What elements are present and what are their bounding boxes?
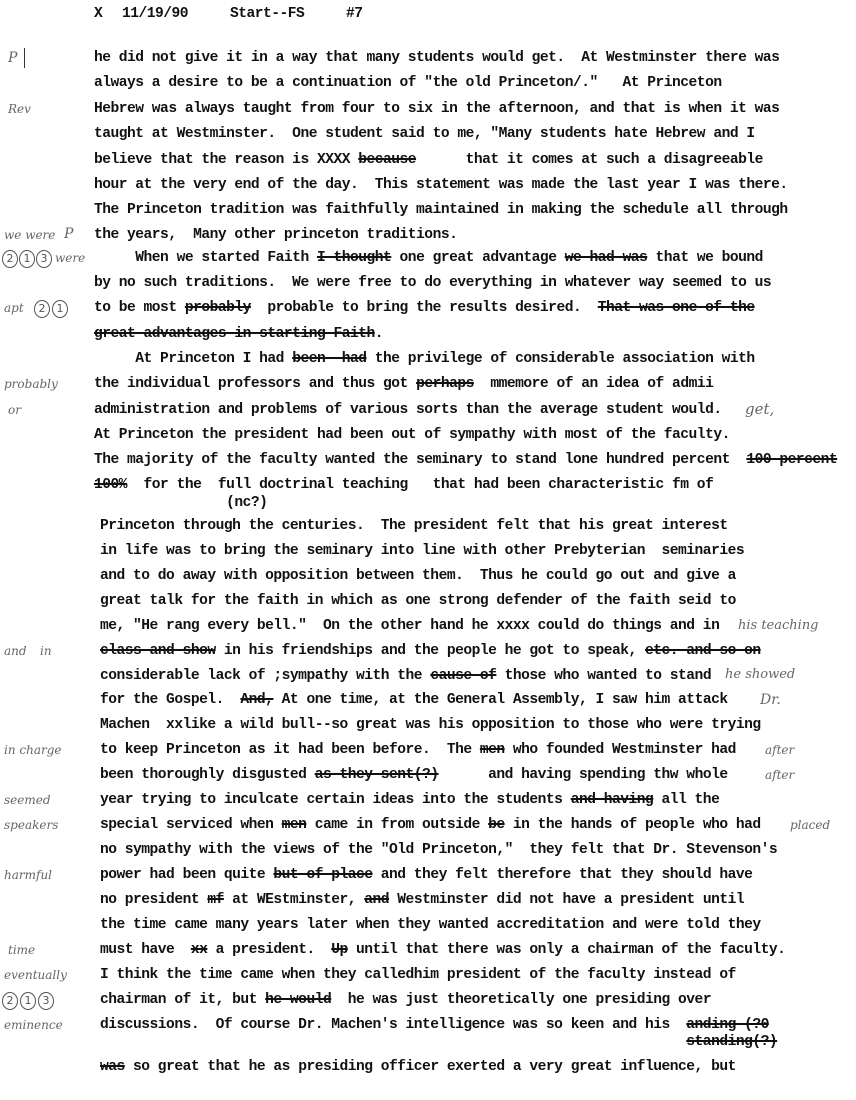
struck-text: cause of [430, 668, 497, 684]
annotation-capital-p: P [64, 226, 74, 242]
annotation-we-were: we were [4, 228, 56, 242]
annotation-in-charge: in charge [4, 743, 62, 757]
text-line [94, 152, 763, 168]
text-segment: always a desire to be a continuation of "the old Princeton/." At Princeton [94, 75, 722, 91]
text-segment: discussions. Of course Dr. Machen's intelligence was so keen and his [100, 1017, 687, 1033]
struck-text: probably [184, 300, 251, 316]
text-segment: in the hands of people who had [504, 817, 761, 833]
struck-text: standing(?) [686, 1034, 778, 1050]
text-segment: hour at the very end of the day. This statement was made the last year I was there. [94, 177, 788, 193]
struck-text: be [488, 817, 505, 833]
text-segment: and they felt therefore that they should have [372, 867, 753, 883]
struck-text: class and show [100, 643, 216, 659]
text-line [94, 177, 788, 193]
text-segment: came in from outside [306, 817, 489, 833]
text-line [100, 1034, 777, 1050]
text-line [100, 618, 719, 634]
text-segment: for the Gospel. [100, 692, 241, 708]
text-line [100, 892, 744, 908]
text-segment: Westminster did not have a president until [389, 892, 745, 908]
struck-text: 100% [94, 477, 128, 493]
text-segment: At Princeton the president had been out of sympathy with most of the faculty. [94, 427, 730, 443]
struck-text: men [281, 817, 307, 833]
struck-text: great advantages in starting Faith [94, 326, 375, 342]
text-segment: . [374, 326, 384, 342]
text-line [94, 495, 267, 511]
annotation-get: get, [745, 400, 775, 418]
text-line [100, 942, 785, 958]
text-segment: so great that he as presiding officer exerted a very great influence, but [124, 1059, 736, 1075]
text-segment: probable to bring the results desired. [250, 300, 598, 316]
text-segment: who founded Westminster had [504, 742, 736, 758]
text-line [100, 717, 761, 733]
text-line [100, 568, 736, 584]
text-segment: one great advantage [391, 250, 565, 266]
text-segment: year trying to inculcate certain ideas into the students [100, 792, 571, 808]
text-line [94, 300, 755, 316]
text-line [100, 767, 728, 783]
text-segment: When we started Faith [94, 250, 317, 266]
struck-text: That was one of the [597, 300, 755, 316]
header-mark: X [94, 6, 103, 22]
circled-number: 3 [36, 250, 52, 268]
struck-text: we had was [564, 250, 648, 266]
text-segment: great talk for the faith in which as one strong defender of the faith seid to [100, 593, 736, 609]
text-segment [100, 1034, 686, 1050]
struck-text: he would [265, 992, 332, 1008]
text-line [100, 917, 761, 933]
text-segment: in life was to bring the seminary into line with other Prebyterian seminaries [100, 543, 745, 559]
annotation-were: were [55, 251, 86, 265]
annotation-speakers: speakers [4, 818, 59, 832]
paragraph-mark-stroke [24, 48, 25, 68]
text-segment: for the full doctrinal teaching that had been characteristic fm of [127, 477, 714, 493]
text-line [100, 992, 711, 1008]
text-segment: me, "He rang every bell." On the other hand he xxxx could do things and in [100, 618, 720, 634]
text-segment: administration and problems of various sorts than the average student would. [94, 402, 722, 418]
text-segment: the individual professors and thus got [94, 376, 417, 392]
text-line [94, 126, 755, 142]
annotation-eminence: eminence [4, 1018, 63, 1032]
text-segment: to keep Princeton as it had been before. The [100, 742, 480, 758]
annotation-or: or [8, 403, 21, 417]
struck-text: mf [207, 892, 224, 908]
text-line [94, 351, 755, 367]
text-line [100, 1017, 769, 1033]
text-line [94, 402, 722, 418]
text-segment: The majority of the faculty wanted the seminary to stand lone hundred percent [94, 452, 747, 468]
struck-text: as they sent(?) [314, 767, 439, 783]
text-segment: At one time, at the General Assembly, I saw him attack [273, 692, 728, 708]
annotation-and: and [4, 644, 27, 658]
text-segment: the privilege of considerable association with [366, 351, 755, 367]
annotation-paragraph-mark: P [8, 50, 18, 66]
text-segment: At Princeton I had [94, 351, 293, 367]
text-line [94, 427, 730, 443]
text-segment: I think the time came when they calledhim president of the faculty instead of [100, 967, 736, 983]
annotation-after: after [765, 768, 795, 782]
struck-text: perhaps [416, 376, 474, 392]
text-segment: a president. [207, 942, 332, 958]
text-segment: mmemore of an idea of admii [473, 376, 714, 392]
struck-text: men [479, 742, 505, 758]
text-line [100, 742, 736, 758]
text-segment: (nc?) [94, 495, 268, 511]
text-segment: no president [100, 892, 208, 908]
annotation-his-teaching: his teaching [738, 618, 819, 633]
circled-number: 1 [20, 992, 36, 1010]
text-line [100, 1059, 736, 1075]
struck-text: and [364, 892, 390, 908]
text-line [94, 326, 383, 342]
text-line [94, 202, 788, 218]
text-segment: believe that the reason is XXXX [94, 152, 359, 168]
text-segment: to be most [94, 300, 185, 316]
text-segment: no sympathy with the views of the "Old Princeton," they felt that Dr. Stevenson's [100, 842, 778, 858]
text-line [94, 452, 837, 468]
text-line [94, 250, 763, 266]
struck-text: been had [292, 351, 367, 367]
text-line [94, 275, 771, 291]
struck-text: xx [190, 942, 208, 958]
text-line [100, 593, 736, 609]
struck-text: anding (?0 [686, 1017, 769, 1033]
text-line [100, 692, 728, 708]
text-line [100, 518, 728, 534]
text-segment: The Princeton tradition was faithfully maintained in making the schedule all through [94, 202, 788, 218]
text-segment: he did not give it in a way that many students would get. At Westminster there was [94, 50, 780, 66]
text-line [94, 376, 713, 392]
struck-text: Up [331, 942, 348, 958]
text-segment: by no such traditions. We were free to do everything in whatever way seemed to us [94, 275, 772, 291]
struck-text: because [358, 152, 417, 168]
text-line [100, 668, 711, 684]
circled-number: 2 [2, 992, 18, 1010]
text-line [94, 101, 779, 117]
annotation-dr: Dr. [760, 692, 781, 708]
text-segment: he was just theoretically one presiding over [331, 992, 712, 1008]
annotation-in: in [40, 644, 52, 658]
text-segment: and to do away with opposition between them. Thus he could go out and give a [100, 568, 736, 584]
header-page-number: #7 [346, 6, 363, 22]
text-segment: special serviced when [100, 817, 282, 833]
annotation-probably: probably [4, 377, 58, 391]
text-segment: until that there was only a chairman of the faculty. [347, 942, 786, 958]
text-segment: that we bound [647, 250, 763, 266]
text-line [94, 50, 779, 66]
annotation-apt: apt [4, 301, 24, 315]
struck-text: 100 percent [746, 452, 838, 468]
circled-number: 3 [38, 992, 54, 1010]
text-segment: Hebrew was always taught from four to six in the afternoon, and that is when it was [94, 101, 780, 117]
text-line [100, 867, 752, 883]
circled-number: 2 [34, 300, 50, 318]
text-segment: the years, Many other princeton traditions. [94, 227, 458, 243]
circled-number: 1 [52, 300, 68, 318]
struck-text: was [100, 1059, 125, 1075]
text-line [94, 477, 713, 493]
struck-text: etc. and so on [645, 643, 761, 659]
annotation-after: after [765, 743, 795, 757]
header-title: Start--FS [230, 6, 305, 22]
text-line [100, 543, 744, 559]
text-segment: and having spending thw whole [438, 767, 728, 783]
struck-text: but of place [273, 867, 373, 883]
annotation-time: time [8, 943, 36, 957]
text-line [94, 75, 722, 91]
text-segment: those who wanted to stand [496, 668, 712, 684]
annotation-eventually: eventually [4, 968, 67, 982]
text-segment: the time came many years later when they wanted accreditation and were told they [100, 917, 761, 933]
text-line [100, 842, 777, 858]
circled-number: 2 [2, 250, 18, 268]
header-date: 11/19/90 [122, 6, 189, 22]
text-segment: taught at Westminster. One student said to me, "Many students hate Hebrew and I [94, 126, 755, 142]
annotation-he-showed: he showed [725, 667, 796, 682]
text-segment: in his friendships and the people he got to speak, [215, 643, 646, 659]
text-segment: at WEstminster, [223, 892, 365, 908]
text-segment: been thoroughly disgusted [100, 767, 315, 783]
text-line [100, 817, 761, 833]
text-line [100, 967, 736, 983]
text-line [100, 792, 719, 808]
text-segment: Machen xxlike a wild bull--so great was his opposition to those who were trying [100, 717, 761, 733]
annotation-seemed: seemed [4, 793, 51, 807]
annotation-rev: Rev [8, 102, 31, 116]
text-line [100, 643, 761, 659]
text-line [94, 227, 457, 243]
text-segment: that it comes at such a disagreeable [416, 152, 763, 168]
text-segment: considerable lack of ;sympathy with the [100, 668, 431, 684]
text-segment: must have [100, 942, 191, 958]
circled-number: 1 [19, 250, 35, 268]
text-segment: chairman of it, but [100, 992, 266, 1008]
struck-text: And, [240, 692, 274, 708]
struck-text: I thought [316, 250, 392, 266]
struck-text: and having [570, 792, 654, 808]
text-segment: Princeton through the centuries. The president felt that his great interest [100, 518, 728, 534]
annotation-harmful: harmful [4, 868, 53, 882]
text-segment: all the [653, 792, 720, 808]
annotation-placed: placed [790, 818, 831, 832]
text-segment: power had been quite [100, 867, 274, 883]
